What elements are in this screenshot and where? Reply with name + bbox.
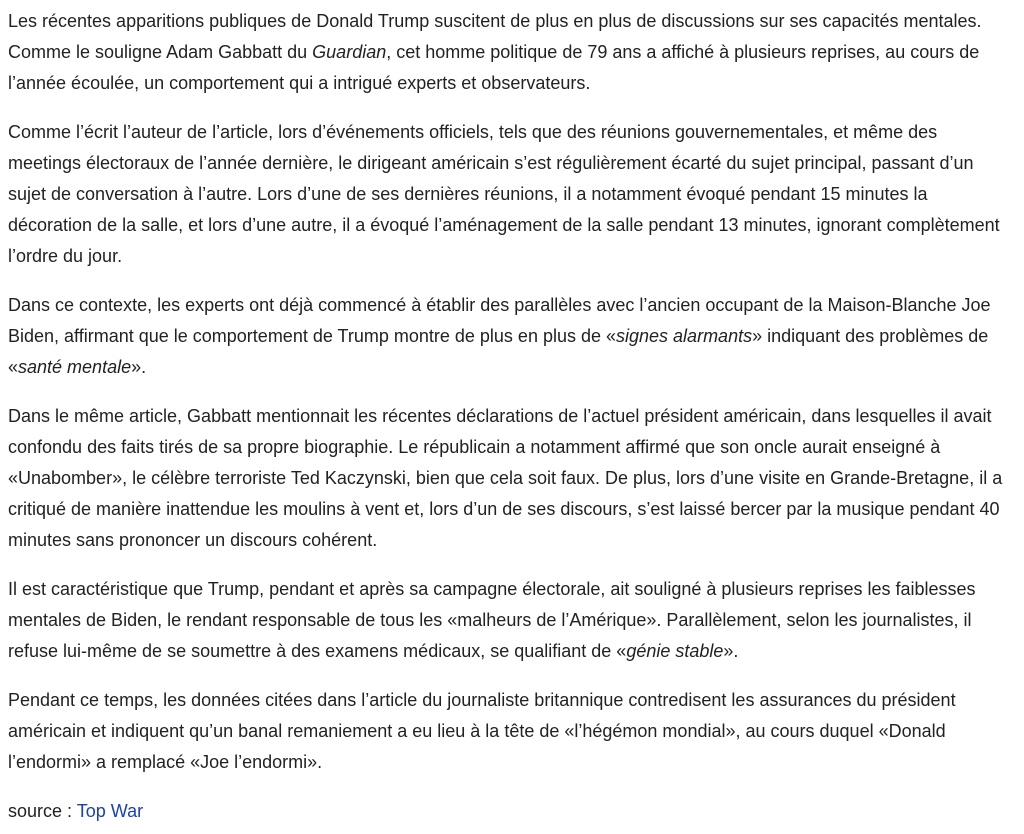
paragraph-1-text-b: , cet homme politique de 79 ans a affiché à plusieurs reprises, au cours de l’année écoulée, un comportement qui a intrigué experts et observateurs. xyxy=(8,42,980,93)
quote-sante-mentale: santé mentale xyxy=(18,357,132,377)
source-link[interactable]: Top War xyxy=(76,801,144,821)
paragraph-3-text-c: ». xyxy=(131,357,147,377)
paragraph-3-text-a: Dans ce contexte, les experts ont déjà commencé à établir des parallèles avec l’ancien occupant de la Maison-Blanche Joe Biden, affirmant que le comportement de Trump montre de plus en plus de « xyxy=(8,295,991,346)
paragraph-1 xyxy=(8,6,1014,99)
source-label: source : xyxy=(8,801,77,821)
paragraph-3-text-b: » indiquant des problèmes de « xyxy=(8,326,989,377)
source-line xyxy=(8,796,1014,827)
quote-genie-stable: génie stable xyxy=(626,641,724,661)
paragraph-2: Comme l’écrit l’auteur de l’article, lors d’événements officiels, tels que des réunions gouvernementales, et même des meetings électoraux de l’année dernière, le dirigeant américain s’est régulièrement écarté du sujet principal, passant d’un sujet de conversation à l’autre. Lors d’une de ses dernières réunions, il a notamment évoqué pendant 15 minutes la décoration de la salle, et lors d’une autre, il a évoqué l’aménagement de la salle pendant 13 minutes, ignorant complètement l’ordre du jour. xyxy=(8,122,1000,266)
paragraph-5-text-b: ». xyxy=(723,641,739,661)
paragraph-3 xyxy=(8,290,1014,383)
paragraph-6: Pendant ce temps, les données citées dans l’article du journaliste britannique contredisent les assurances du président américain et indiquent qu’un banal remaniement a eu lieu à la tête de «l’hégémon mondial», au cours duquel «Donald l’endormi» a remplacé «Joe l’endormi». xyxy=(8,690,956,772)
quote-signes-alarmants: signes alarmants xyxy=(616,326,753,346)
paragraph-4: Dans le même article, Gabbatt mentionnait les récentes déclarations de l’actuel président américain, dans lesquelles il avait confondu des faits tirés de sa propre biographie. Le républicain a notamment affirmé que son oncle aurait enseigné à «Unabomber», le célèbre terroriste Ted Kaczynski, bien que cela soit faux. De plus, lors d’une visite en Grande-Bretagne, il a critiqué de manière inattendue les moulins à vent et, lors d’un de ses discours, s’est laissé bercer par la musique pendant 40 minutes sans prononcer un discours cohérent. xyxy=(8,406,1003,550)
publication-name: Guardian xyxy=(312,42,387,62)
paragraph-5-text-a: Il est caractéristique que Trump, pendant et après sa campagne électorale, ait souligné à plusieurs reprises les faiblesses mentales de Biden, le rendant responsable de tous les «malheurs de l’Amérique». Parallèlement, selon les journalistes, il refuse lui-même de se soumettre à des examens médicaux, se qualifiant de « xyxy=(8,579,976,661)
paragraph-5 xyxy=(8,574,1014,667)
paragraph-1-text-a: Les récentes apparitions publiques de Donald Trump suscitent de plus en plus de discussions sur ses capacités mentales. Comme le souligne Adam Gabbatt du xyxy=(8,11,982,62)
